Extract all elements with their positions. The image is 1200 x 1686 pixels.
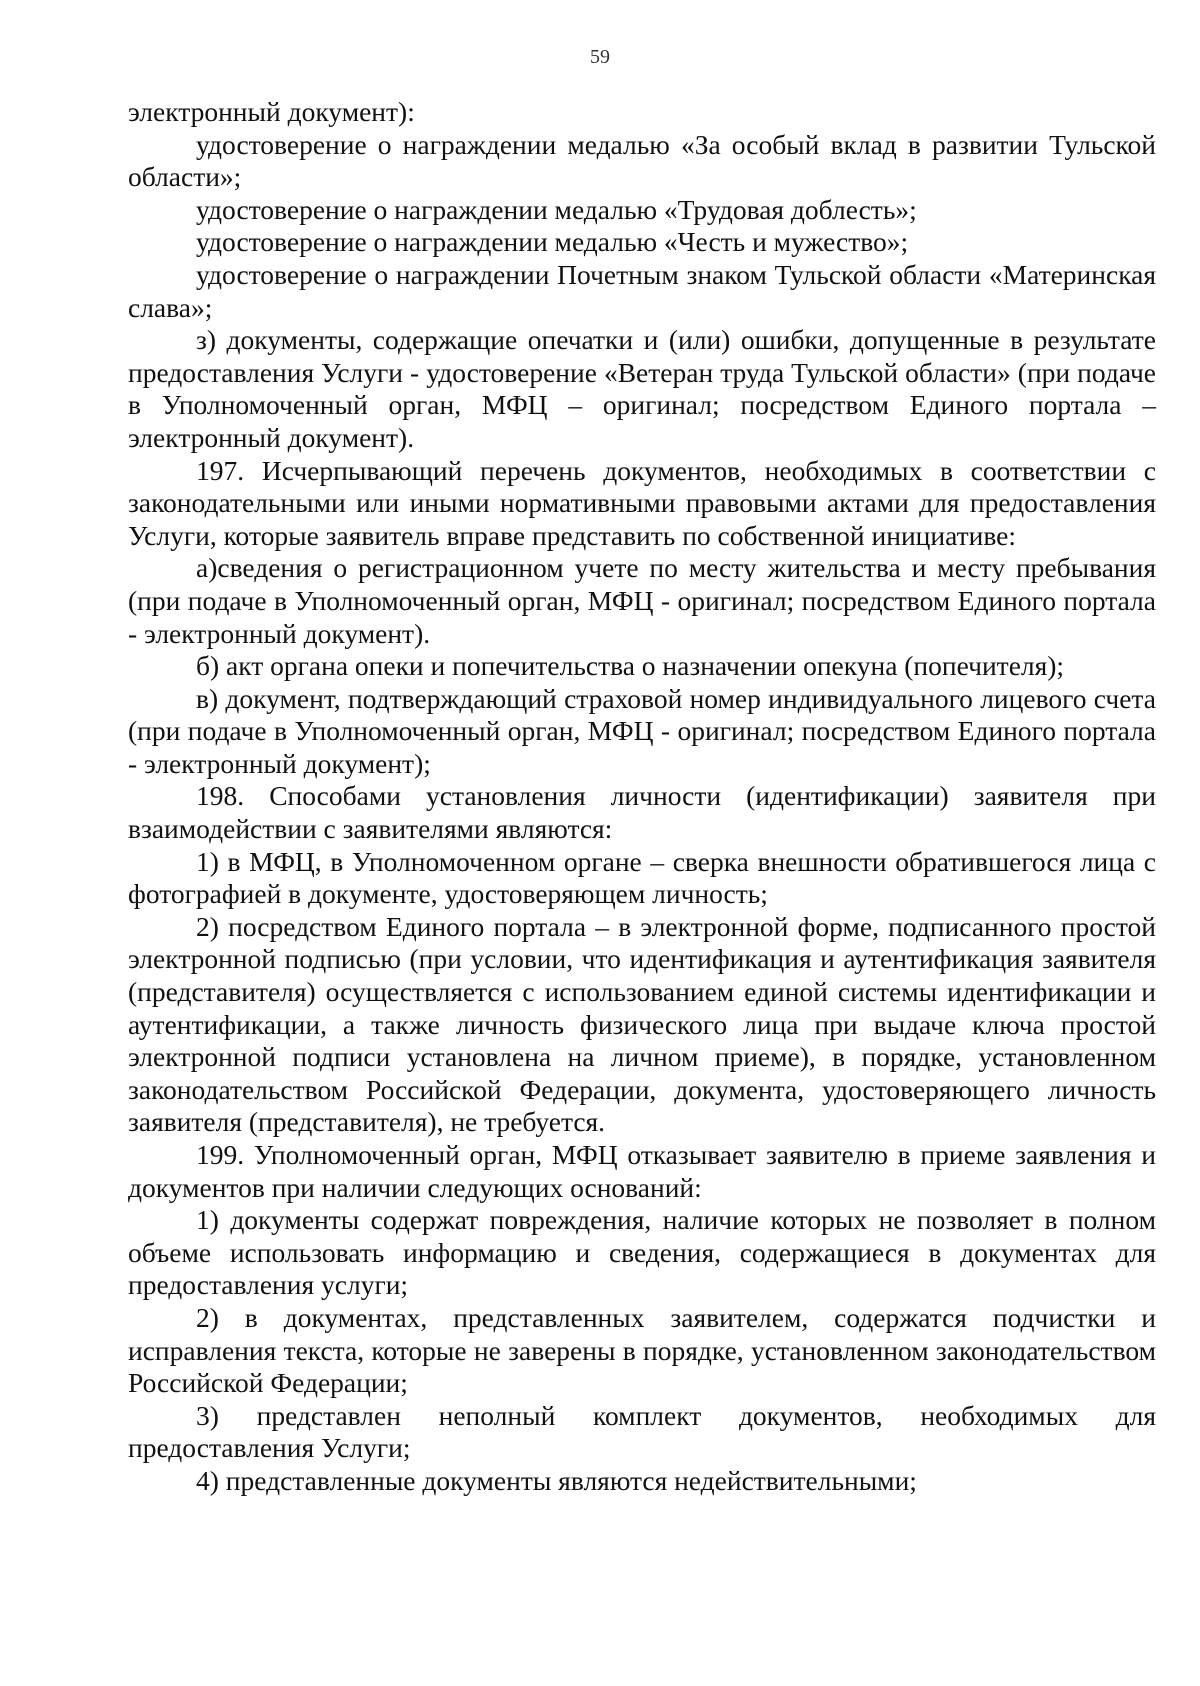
paragraph-medal-tula-contribution: удостоверение о награждении медалью «За особый вклад в развитии Тульской области»; [128,128,1156,193]
paragraph-clause-197: 197. Исчерпывающий перечень документов, необходимых в соответствии с законодательными или иными нормативными правовыми актами для предоставления Услуги, которые заявитель вправе представить по собственной инициативе: [128,454,1156,551]
paragraph-medal-honor-courage: удостоверение о награждении медалью «Честь и мужество»; [196,226,909,258]
paragraph-item-b: б) акт органа опеки и попечительства о назначении опекуна (попечителя); [196,650,1065,682]
paragraph-198-item-1: 1) в МФЦ, в Уполномоченном органе – сверка внешности обратившегося лица с фотографией в документе, удостоверяющем личность; [128,845,1156,910]
paragraph-199-item-1: 1) документы содержат повреждения, наличие которых не позволяет в полном объеме использовать информацию и сведения, содержащиеся в документах для предоставления услуги; [128,1204,1156,1301]
page-number: 59 [590,46,610,68]
paragraph-item-a: а)сведения о регистрационном учете по месту жительства и месту пребывания (при подаче в Уполномоченный орган, МФЦ - оригинал; посредством Единого портала - электронный документ). [128,552,1156,649]
document-body [128,96,1156,1498]
paragraph-continuation: электронный документ): [128,96,415,127]
paragraph-clause-199: 199. Уполномоченный орган, МФЦ отказывает заявителю в приеме заявления и документов при наличии следующих оснований: [128,1139,1156,1203]
paragraph-198-item-2: 2) посредством Единого портала – в электронной форме, подписанного простой электронной подписью (при условии, что идентификация и аутентификация заявителя (представителя) осуществляется с использованием единой системы идентификации и аутентификации, а также личность физического лица при выдаче ключа простой электронной подписи установлена на личном приеме), в порядке, установленном законодательством Российской Федерации, документа, удостоверяющего личность заявителя (представителя), не требуется. [128,910,1156,1138]
paragraph-199-item-4: 4) представленные документы являются недействительными; [196,1464,917,1496]
paragraph-item-v: в) документ, подтверждающий страховой номер индивидуального лицевого счета (при подаче в Уполномоченный орган, МФЦ - оригинал; посредством Единого портала - электронный документ); [128,682,1156,779]
paragraph-clause-198: 198. Способами установления личности (идентификации) заявителя при взаимодействии с заявителями являются: [128,780,1156,845]
paragraph-item-z: з) документы, содержащие опечатки и (или) ошибки, допущенные в результате предоставления Услуги - удостоверение «Ветеран труда Тульской области» (при подаче в Уполномоченный орган, МФЦ – оригинал; посредством Единого портала – электронный документ). [128,324,1156,453]
paragraph-medal-labor-valor: удостоверение о награждении медалью «Трудовая доблесть»; [196,193,917,225]
paragraph-badge-maternal-glory: удостоверение о награждении Почетным знаком Тульской области «Материнская слава»; [128,258,1156,323]
paragraph-199-item-2: 2) в документах, представленных заявителем, содержатся подчистки и исправления текста, которые не заверены в порядке, установленном законодательством Российской Федерации; [128,1301,1156,1399]
paragraph-199-item-3: 3) представлен неполный комплект документов, необходимых для предоставления Услуги; [128,1399,1156,1464]
